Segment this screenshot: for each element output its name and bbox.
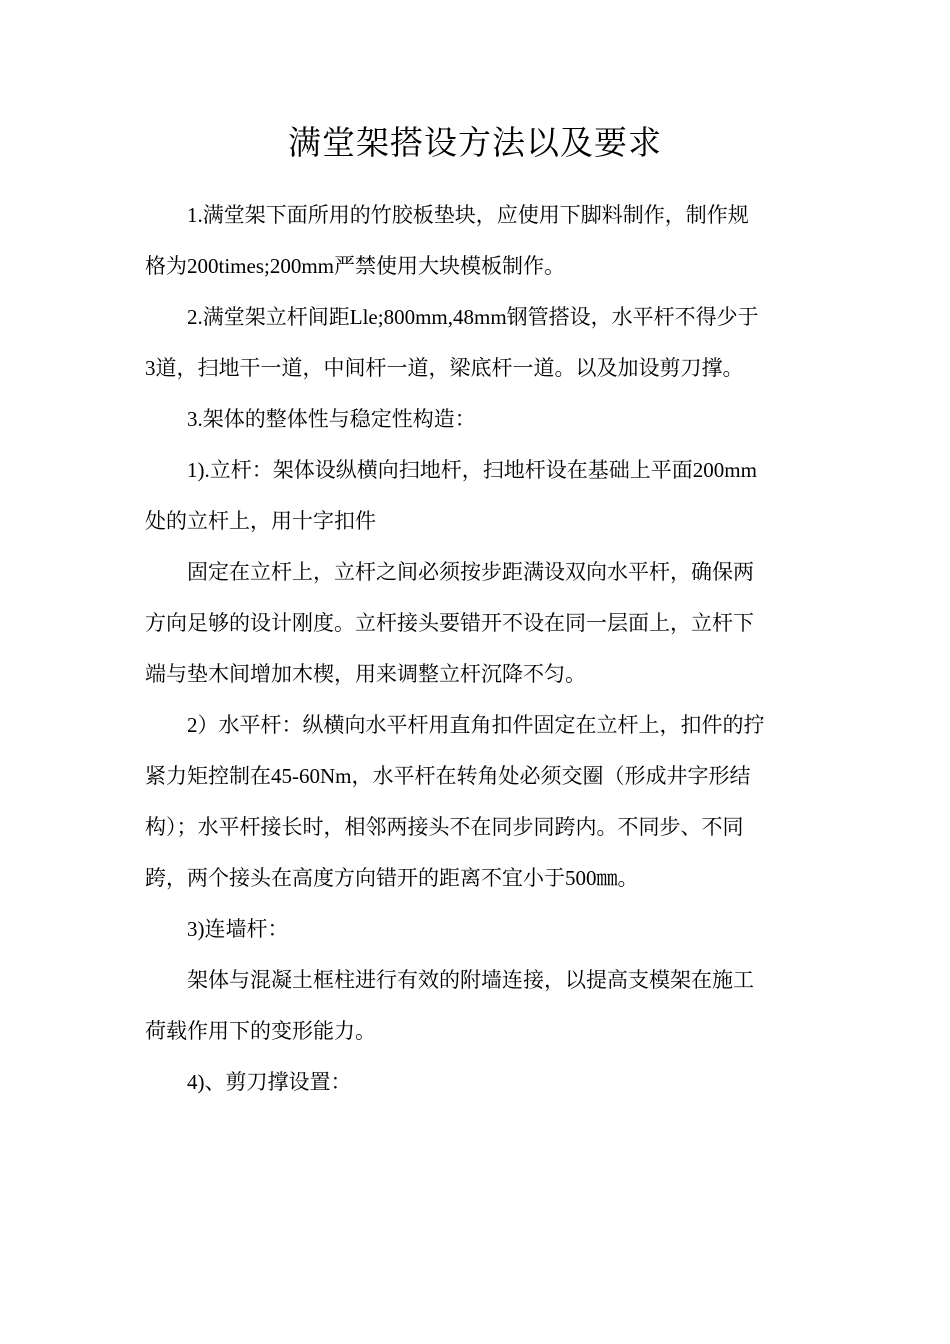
paragraph-line: 2）水平杆：纵横向水平杆用直角扣件固定在立杆上，扣件的拧 [187,713,765,737]
paragraph-line: 跨，两个接头在高度方向错开的距离不宜小于500㎜。 [145,866,639,890]
paragraph-1 [145,190,810,292]
paragraph-6 [145,700,810,904]
document-body [145,190,810,1108]
paragraph-line: 架体与混凝土框柱进行有效的附墙连接，以提高支模架在施工 [187,968,754,992]
paragraph-4 [145,445,810,547]
paragraph-8 [145,955,810,1057]
paragraph-line: 固定在立杆上，立杆之间必须按步距满设双向水平杆，确保两 [187,560,754,584]
paragraph-line: 4)、剪刀撑设置： [187,1070,352,1094]
paragraph-line: 3道，扫地干一道，中间杆一道，梁底杆一道。以及加设剪刀撑。 [145,356,744,380]
paragraph-line: 端与垫木间增加木楔，用来调整立杆沉降不匀。 [145,662,586,686]
paragraph-3 [145,394,810,445]
paragraph-2 [145,292,810,394]
paragraph-line: 格为200times;200mm严禁使用大块模板制作。 [145,254,565,278]
paragraph-line: 3.架体的整体性与稳定性构造： [187,407,476,431]
paragraph-5 [145,547,810,700]
paragraph-line: 处的立杆上，用十字扣件 [145,509,376,533]
paragraph-line: 3)连墙杆： [187,917,289,941]
paragraph-9 [145,1057,810,1108]
paragraph-7 [145,904,810,955]
paragraph-line: 1.满堂架下面所用的竹胶板垫块，应使用下脚料制作，制作规 [187,203,749,227]
paragraph-line: 2.满堂架立杆间距Lle;800mm,48mm钢管搭设，水平杆不得少于 [187,305,759,329]
paragraph-line: 荷载作用下的变形能力。 [145,1019,376,1043]
paragraph-line: 紧力矩控制在45-60Nm，水平杆在转角处必须交圈（形成井字形结 [145,764,751,788]
paragraph-line: 1).立杆：架体设纵横向扫地杆，扫地杆设在基础上平面200mm [187,458,757,482]
paragraph-line: 方向足够的设计刚度。立杆接头要错开不设在同一层面上，立杆下 [145,611,754,635]
document-title: 满堂架搭设方法以及要求 [288,126,662,162]
paragraph-line: 构）；水平杆接长时，相邻两接头不在同步同跨内。不同步、不同 [145,815,744,839]
